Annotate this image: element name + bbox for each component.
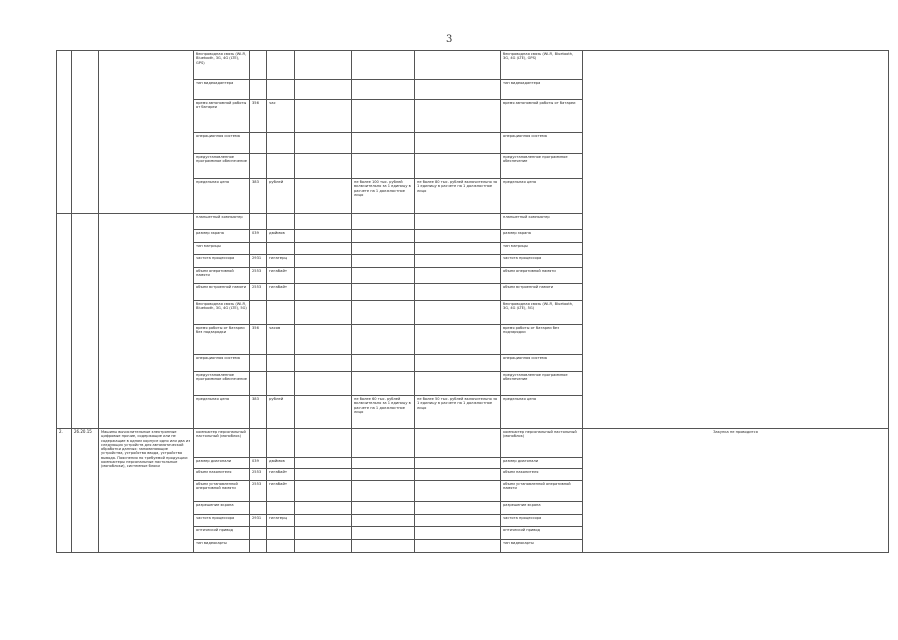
okpd2-code-cell: 26.20.15 [72,429,99,553]
cell-char: время автономной работы от батареи [194,100,250,133]
cell-char2: размер диагонали [501,458,583,469]
cell-req3 [415,540,501,553]
cell-okei [250,214,267,230]
cell-unit: гигагерц [267,515,295,527]
cell-req1 [295,481,352,502]
cell-okei: 356 [250,325,267,355]
cell-char2: беспроводная связь (Wi-Fi, Bluetooth, 3G, 4G (LTE), 5G) [501,301,583,325]
cell-char: компьютер персональный настольный (моноблок) [194,429,250,458]
cell-char: предустановленное программное обеспечение [194,154,250,179]
cell-char2: объем встроенной памяти [501,284,583,301]
cell-char: разрешение экрана [194,502,250,515]
cell-req2 [352,51,415,80]
cell-unit: гигабайт [267,481,295,502]
cell-req3 [415,133,501,154]
cell-req1 [295,396,352,429]
cell-req3 [415,243,501,255]
cell-req3 [415,100,501,133]
cell-req2 [352,230,415,243]
cell-req2 [352,502,415,515]
cell-req1 [295,301,352,325]
cell-unit: гигабайт [267,268,295,284]
cell-okei: 2931 [250,515,267,527]
cell-char2: предустановленное программное обеспечение [501,372,583,396]
cell-req2: не более 60 тыс. рублей включительно за 1 единицу в расчете на 1 должностное лицо [352,396,415,429]
cell-req2 [352,243,415,255]
cell-char2: разрешение экрана [501,502,583,515]
cell-req3 [415,80,501,100]
cell-req3 [415,154,501,179]
cell-req3 [415,51,501,80]
cell-unit [267,80,295,100]
cell-req2 [352,527,415,540]
cell-req2 [352,154,415,179]
cell-req1 [295,51,352,80]
cell-req2 [352,214,415,230]
cell-req1 [295,515,352,527]
cell-req3 [415,268,501,284]
cell-req2 [352,284,415,301]
cell-char2: размер экрана [501,230,583,243]
cell-req2: не более 100 тыс. рублей включительно за 1 единицу в расчете на 1 должностное лицо [352,179,415,214]
cell-req2 [352,429,415,458]
cell-char: объем накопителя [194,469,250,481]
product-name-cell [99,214,194,429]
cell-char: объем встроенной памяти [194,284,250,301]
cell-char2: оптический привод [501,527,583,540]
cell-req1 [295,230,352,243]
cell-unit: час [267,100,295,133]
cell-char: операционная система [194,133,250,154]
cell-unit [267,429,295,458]
cell-req1 [295,372,352,396]
cell-unit [267,301,295,325]
cell-req1 [295,255,352,268]
cell-okei: 2553 [250,481,267,502]
cell-okei [250,355,267,372]
cell-req1 [295,458,352,469]
cell-req1 [295,469,352,481]
cell-char2: объем установленной оперативной памяти [501,481,583,502]
okpd2-code-cell [72,214,99,429]
cell-unit: часов [267,325,295,355]
cell-char2: компьютер персональный настольный (моноблок) [501,429,583,458]
cell-req2 [352,100,415,133]
note-cell: Закупка не проводится [583,429,889,553]
cell-req1 [295,133,352,154]
cell-req1 [295,214,352,230]
product-name-cell [99,51,194,214]
cell-okei: 2553 [250,268,267,284]
cell-okei: 2553 [250,284,267,301]
cell-req1 [295,502,352,515]
cell-char2: частота процессора [501,515,583,527]
row-number-cell [57,214,72,429]
cell-okei: 039 [250,230,267,243]
cell-req1 [295,355,352,372]
cell-char2: беспроводная связь (Wi-Fi, Bluetooth, 3G, 4G (LTE), GPS) [501,51,583,80]
cell-okei: 356 [250,100,267,133]
cell-char2: время работы от батареи без подзарядки [501,325,583,355]
cell-unit: рублей [267,179,295,214]
cell-req3 [415,515,501,527]
cell-char2: частота процессора [501,255,583,268]
cell-okei: 2931 [250,255,267,268]
cell-unit [267,214,295,230]
cell-req1 [295,284,352,301]
cell-char: оптический привод [194,527,250,540]
cell-char2: предельная цена [501,179,583,214]
cell-okei [250,502,267,515]
cell-char2: тип видеокарты [501,540,583,553]
cell-req3 [415,458,501,469]
cell-req3 [415,372,501,396]
cell-unit [267,243,295,255]
cell-req1 [295,243,352,255]
cell-req3 [415,429,501,458]
cell-char: беспроводная связь (Wi-Fi, Bluetooth, 3G, 4G (LTE), GPS) [194,51,250,80]
cell-okei [250,133,267,154]
cell-okei [250,429,267,458]
cell-req2 [352,372,415,396]
cell-req3 [415,230,501,243]
cell-req1 [295,154,352,179]
cell-unit [267,540,295,553]
cell-char: тип матрицы [194,243,250,255]
cell-req2 [352,481,415,502]
cell-unit: дюймов [267,458,295,469]
cell-req3 [415,355,501,372]
cell-char2: время автономной работы от батареи [501,100,583,133]
cell-char: операционная система [194,355,250,372]
cell-char: частота процессора [194,515,250,527]
cell-char: размер экрана [194,230,250,243]
cell-req2 [352,301,415,325]
cell-char: тип видеокарты [194,540,250,553]
cell-req2 [352,355,415,372]
cell-char2: тип видеоадаптера [501,80,583,100]
row-number-cell: 2. [57,429,72,553]
cell-req3: не более 50 тыс. рублей включительно за 1 единицу в расчете на 1 должностное лицо [415,396,501,429]
cell-okei [250,301,267,325]
cell-req2 [352,325,415,355]
cell-unit: гигабайт [267,284,295,301]
cell-char: тип видеоадаптера [194,80,250,100]
note-cell [583,51,889,429]
table-row [57,429,889,458]
cell-req2 [352,255,415,268]
cell-req1 [295,325,352,355]
cell-req1 [295,527,352,540]
requirements-table [56,50,889,553]
cell-okei [250,51,267,80]
cell-req3 [415,301,501,325]
cell-okei: 383 [250,179,267,214]
cell-req2 [352,458,415,469]
cell-req3 [415,502,501,515]
cell-unit: гигагерц [267,255,295,268]
cell-char2: планшетный компьютер [501,214,583,230]
cell-okei [250,154,267,179]
cell-char: беспроводная связь (Wi-Fi, Bluetooth, 3G, 4G (LTE), 5G) [194,301,250,325]
cell-unit [267,154,295,179]
cell-char: предельная цена [194,179,250,214]
table-row [57,51,889,80]
cell-char: объем оперативной памяти [194,268,250,284]
cell-req3 [415,469,501,481]
cell-char2: предустановленное программное обеспечение [501,154,583,179]
cell-req3 [415,325,501,355]
cell-char: планшетный компьютер [194,214,250,230]
cell-char: предельная цена [194,396,250,429]
cell-req3 [415,481,501,502]
cell-okei: 2553 [250,469,267,481]
cell-char2: объем накопителя [501,469,583,481]
cell-char: частота процессора [194,255,250,268]
cell-okei [250,540,267,553]
cell-okei: 383 [250,396,267,429]
cell-req3 [415,214,501,230]
cell-char2: объем оперативной памяти [501,268,583,284]
cell-req1 [295,540,352,553]
cell-unit [267,527,295,540]
cell-unit [267,355,295,372]
cell-char: объем установленной оперативной памяти [194,481,250,502]
cell-okei [250,527,267,540]
cell-req1 [295,100,352,133]
okpd2-code-cell [72,51,99,214]
cell-unit: рублей [267,396,295,429]
cell-req2 [352,80,415,100]
cell-unit [267,133,295,154]
cell-char2: операционная система [501,133,583,154]
cell-req1 [295,80,352,100]
cell-unit: гигабайт [267,469,295,481]
cell-unit: дюймов [267,230,295,243]
cell-okei: 039 [250,458,267,469]
cell-req2 [352,469,415,481]
cell-req3 [415,284,501,301]
cell-req3 [415,255,501,268]
cell-req3: не более 80 тыс. рублей включительно за 1 единицу в расчете на 1 должностное лицо [415,179,501,214]
cell-unit [267,372,295,396]
cell-char: размер диагонали [194,458,250,469]
cell-char: время работы от батареи без подзарядки [194,325,250,355]
cell-okei [250,80,267,100]
product-name-cell: Машины вычислительные электронные цифровые прочие, содержащие или не содержащие в одном корпусе одно или два из следующих устройств для автоматической обработки данных: запоминающие устройства, устройства ввода, устройства вывода. Пояснения по требуемой продукции: компьютеры персональные настольные (моноблоки), системные блоки [99,429,194,553]
cell-req2 [352,268,415,284]
cell-unit [267,502,295,515]
cell-req1 [295,179,352,214]
cell-req2 [352,540,415,553]
cell-okei [250,372,267,396]
row-number-cell [57,51,72,214]
cell-unit [267,51,295,80]
cell-req1 [295,429,352,458]
cell-char2: предельная цена [501,396,583,429]
cell-okei [250,243,267,255]
cell-char2: операционная система [501,355,583,372]
cell-req3 [415,527,501,540]
cell-req1 [295,268,352,284]
page-number: 3 [446,34,453,45]
cell-req2 [352,515,415,527]
cell-char2: тип матрицы [501,243,583,255]
cell-req2 [352,133,415,154]
cell-char: предустановленное программное обеспечение [194,372,250,396]
